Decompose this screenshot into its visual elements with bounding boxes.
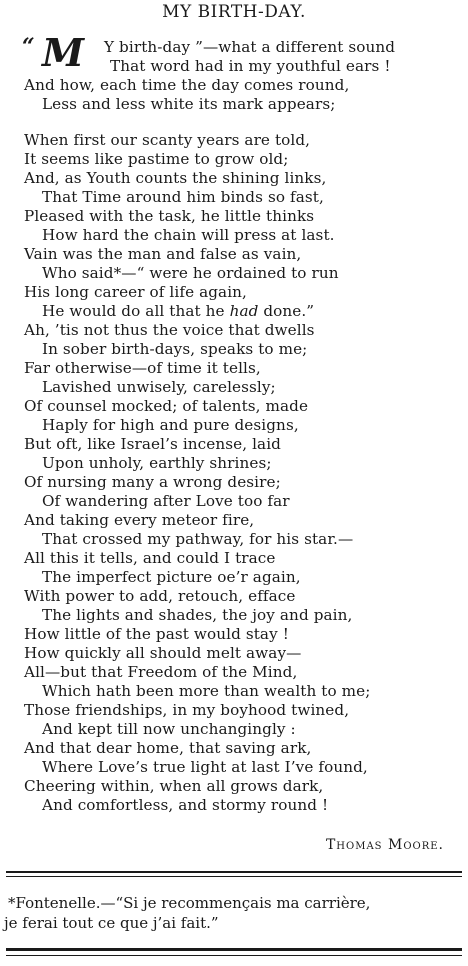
poem-line: It seems like pastime to grow old; <box>24 150 289 168</box>
drop-cap-letter: M <box>42 30 85 75</box>
poem-line: How quickly all should melt away— <box>24 644 302 662</box>
poem-line: Those friendships, in my boyhood twined, <box>24 701 350 719</box>
poem-line-text: done.” <box>258 302 315 320</box>
poem-line: And kept till now unchangingly : <box>42 720 296 738</box>
divider-rule-top <box>6 871 462 873</box>
poem-line: In sober birth-days, speaks to me; <box>42 340 308 358</box>
poem-line: That word had in my youthful ears ! <box>110 57 391 75</box>
poem-line: Less and less white its mark appears; <box>42 95 336 113</box>
poem-line: All—but that Freedom of the Mind, <box>24 663 298 681</box>
poem-line: Upon unholy, earthly shrines; <box>42 454 272 472</box>
poem-line: And, as Youth counts the shining links, <box>24 169 327 187</box>
poem-line: Lavished unwisely, carelessly; <box>42 378 276 396</box>
poem-line: All this it tells, and could I trace <box>24 549 276 567</box>
poem-line: Pleased with the task, he little thinks <box>24 207 315 225</box>
poem-line: And comfortless, and stormy round ! <box>42 796 329 814</box>
poem-line: Vain was the man and false as vain, <box>24 245 302 263</box>
divider-rule-bottom <box>6 948 462 951</box>
footnote-line: *Fontenelle.—“Si je recommençais ma carrière, <box>8 894 371 912</box>
poem-line: That crossed my pathway, for his star.— <box>42 530 354 548</box>
poem-line: When first our scanty years are told, <box>24 131 311 149</box>
poem-line: Where Love’s true light at last I’ve found, <box>42 758 368 776</box>
poem-line: Of nursing many a wrong desire; <box>24 473 281 491</box>
poem-line: And how, each time the day comes round, <box>24 76 350 94</box>
poem-line: Of wandering after Love too far <box>42 492 290 510</box>
drop-cap <box>22 30 96 76</box>
author-signature: Thomas Moore. <box>325 837 444 853</box>
poem-line: That Time around him binds so fast, <box>42 188 324 206</box>
poem-line: His long career of life again, <box>24 283 247 301</box>
divider-rule-bottom-thin <box>6 955 462 956</box>
poem-line-emphasis: had <box>229 302 259 320</box>
poem-line: Cheering within, when all grows dark, <box>24 777 324 795</box>
poem-line: And that dear home, that saving ark, <box>24 739 312 757</box>
poem-line-text: He would do all that he <box>42 302 230 320</box>
poem-line: With power to add, retouch, efface <box>24 587 296 605</box>
poem-line: Ah, ’tis not thus the voice that dwells <box>24 321 315 339</box>
poem-line: But oft, like Israel’s incense, laid <box>24 435 281 453</box>
poem-line: Far otherwise—of time it tells, <box>24 359 261 377</box>
poem-line: The imperfect picture oe’r again, <box>42 568 301 586</box>
poem-line: Who said*—“ were he ordained to run <box>42 264 339 282</box>
poem-title: MY BIRTH-DAY. <box>162 2 306 22</box>
poem-line: Which hath been more than wealth to me; <box>42 682 371 700</box>
divider-rule-top-thin <box>6 876 462 877</box>
poem-line: How little of the past would stay ! <box>24 625 289 643</box>
poem-line: How hard the chain will press at last. <box>42 226 335 244</box>
footnote-line: je ferai tout ce que j’ai fait.” <box>4 914 219 932</box>
poem-line <box>42 302 314 321</box>
poem-line: The lights and shades, the joy and pain, <box>42 606 353 624</box>
poem-line: Of counsel mocked; of talents, made <box>24 397 309 415</box>
poem-line: And taking every meteor fire, <box>24 511 255 529</box>
poem-line: Y birth-day ”—what a different sound <box>104 38 396 56</box>
poem-line: Haply for high and pure designs, <box>42 416 299 434</box>
drop-cap-quote: “ <box>22 34 35 60</box>
